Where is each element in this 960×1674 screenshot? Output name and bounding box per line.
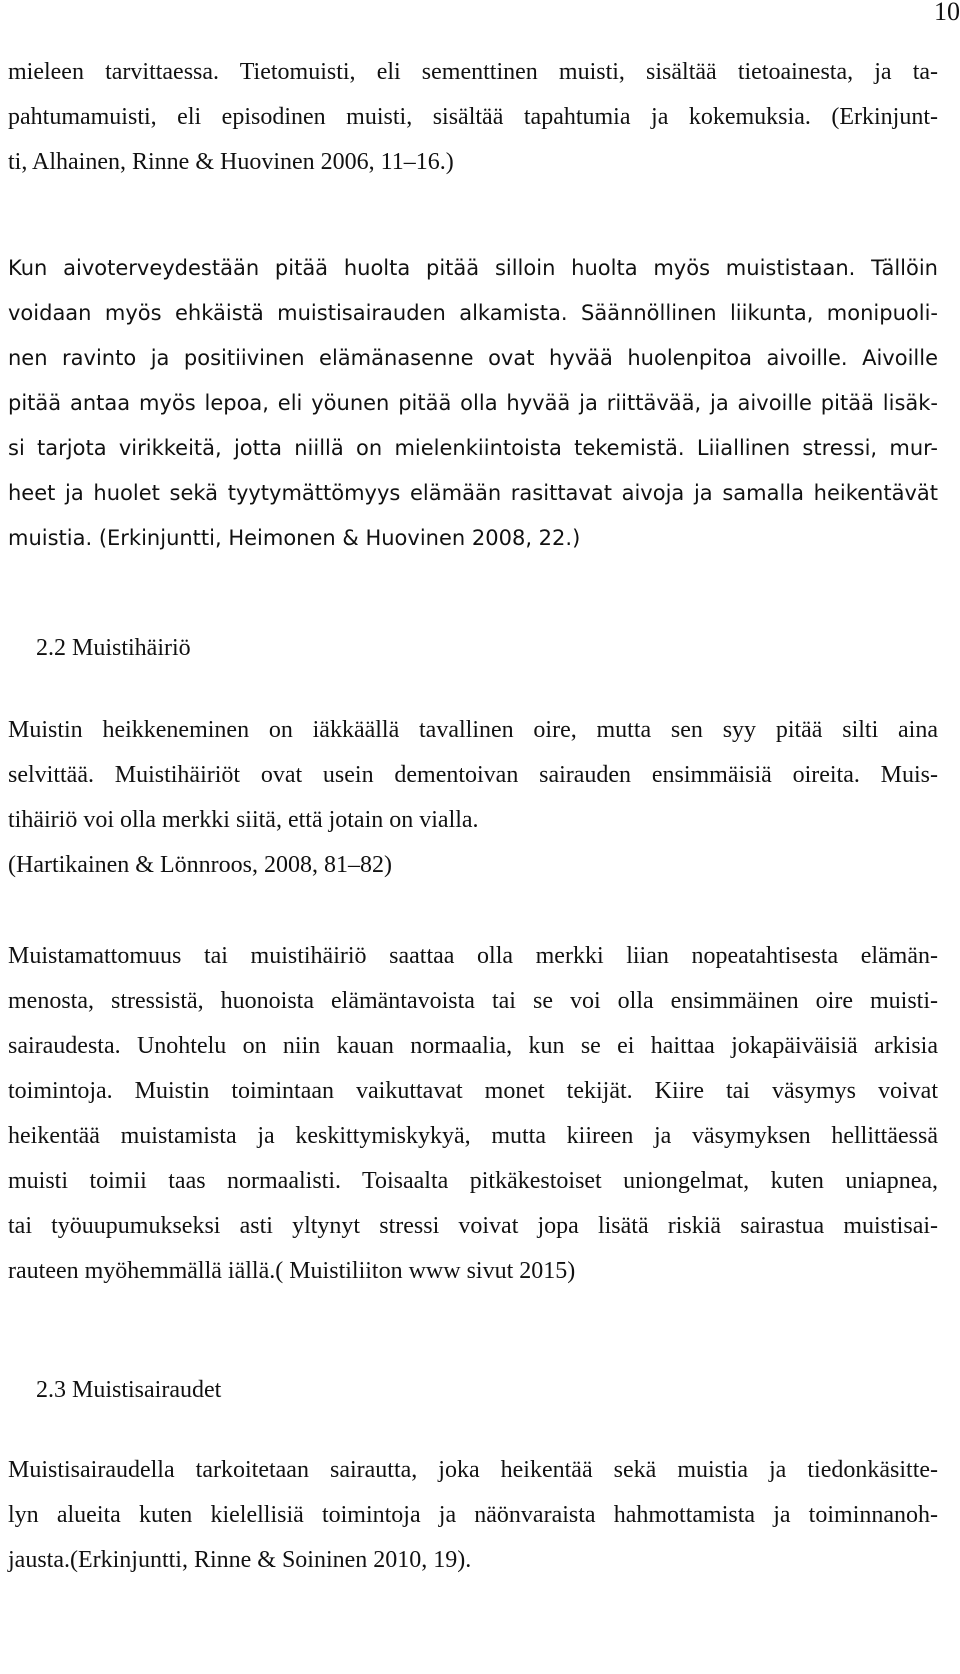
text-line: ti, Alhainen, Rinne & Huovinen 2006, 11–16.) [8,149,454,175]
text-line: muisti toimii taas normaalisti. Toisaalta pitkäkestoiset uniongelmat, kuten uniapnea, [8,1168,938,1194]
text-line: mieleen tarvittaessa. Tietomuisti, eli sementtinen muisti, sisältää tietoainesta, ja ta- [8,59,938,85]
text-line: heikentää muistamista ja keskittymiskykyä, mutta kiireen ja väsymyksen hellittäessä [8,1123,938,1149]
text-line: toimintoja. Muistin toimintaan vaikuttavat monet tekijät. Kiire tai väsymys voivat [8,1078,938,1104]
paragraph-memory-diseases [8,1448,938,1583]
text-line: rauteen myöhemmällä iällä.( Muistiliiton www sivut 2015) [8,1258,576,1284]
text-line: selvittää. Muistihäiriöt ovat usein dementoivan sairauden ensimmäisiä oireita. Muis- [8,762,938,788]
text-line: pitää antaa myös lepoa, eli yöunen pitää olla hyvää ja riittävää, ja aivoille pitää lisäk- [8,391,938,415]
section-heading-2-2: 2.2 Muistihäiriö [36,635,191,661]
text-line: menosta, stressistä, huonoista elämäntavoista tai se voi olla ensimmäinen oire muisti- [8,988,938,1014]
text-line: pahtumamuisti, eli episodinen muisti, sisältää tapahtumia ja kokemuksia. (Erkinjunt- [8,104,938,130]
page-number: 10 [934,0,960,26]
text-line: (Hartikainen & Lönnroos, 2008, 81–82) [8,852,392,878]
text-line: si tarjota virikkeitä, jotta niillä on mielenkiintoista tekemistä. Liiallinen stressi, mur- [8,436,938,460]
text-line: tihäiriö voi olla merkki siitä, että jotain on vialla. [8,807,479,833]
text-line: sairaudesta. Unohtelu on niin kauan normaalia, kun se ei haittaa jokapäiväisiä arkisia [8,1033,938,1059]
text-line: nen ravinto ja positiivinen elämänasenne ovat hyvää huolenpitoa aivoille. Aivoille [8,346,938,370]
text-line: heet ja huolet sekä tyytymättömyys elämään rasittavat aivoja ja samalla heikentävät [8,481,938,505]
section-heading-2-3: 2.3 Muistisairaudet [36,1377,222,1403]
text-line: Muistin heikkeneminen on iäkkäällä tavallinen oire, mutta sen syy pitää silti aina [8,717,938,743]
text-line: Kun aivoterveydestään pitää huolta pitää silloin huolta myös muististaan. Tällöin [8,256,938,280]
paragraph-memory-disorder [8,708,938,888]
text-line: lyn alueita kuten kielellisiä toimintoja ja näönvaraista hahmottamista ja toiminnanoh- [8,1502,938,1528]
paragraph-brain-health [8,246,938,561]
paragraph-forgetfulness [8,934,938,1294]
paragraph-memory-types [8,50,938,185]
text-line: muistia. (Erkinjuntti, Heimonen & Huovinen 2008, 22.) [8,526,581,550]
text-line: jausta.(Erkinjuntti, Rinne & Soininen 2010, 19). [8,1547,472,1573]
text-line: Muistamattomuus tai muistihäiriö saattaa olla merkki liian nopeatahtisesta elämän- [8,943,938,969]
text-line: tai työuupumukseksi asti yltynyt stressi voivat jopa lisätä riskiä sairastua muistisai- [8,1213,938,1239]
text-line: voidaan myös ehkäistä muistisairauden alkamista. Säännöllinen liikunta, monipuoli- [8,301,938,325]
text-line: Muistisairaudella tarkoitetaan sairautta, joka heikentää sekä muistia ja tiedonkäsitte- [8,1457,938,1483]
